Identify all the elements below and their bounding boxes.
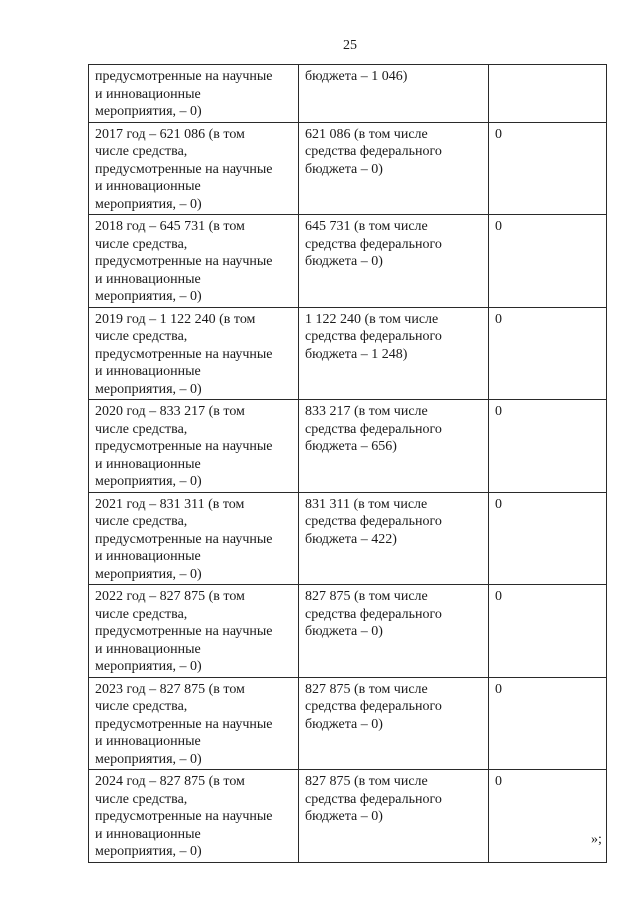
table-row bbox=[89, 307, 607, 400]
table-row bbox=[89, 677, 607, 770]
regional-budget-cell: 827 875 (в том числе средства федерального бюджета – 0) bbox=[299, 770, 489, 863]
extrabudgetary-cell: 0 bbox=[489, 122, 607, 215]
regional-budget-cell: 833 217 (в том числе средства федерального бюджета – 656) bbox=[299, 400, 489, 493]
total-funding-cell: 2024 год – 827 875 (в том числе средства, предусмотренные на научные и инновационные мероприятия, – 0) bbox=[89, 770, 299, 863]
extrabudgetary-cell bbox=[489, 65, 607, 123]
table-row bbox=[89, 65, 607, 123]
extrabudgetary-cell: 0 bbox=[489, 770, 607, 863]
table-row bbox=[89, 122, 607, 215]
regional-budget-cell: бюджета – 1 046) bbox=[299, 65, 489, 123]
page-number: 25 bbox=[343, 38, 357, 53]
table-row bbox=[89, 770, 607, 863]
table-row bbox=[89, 492, 607, 585]
regional-budget-cell: 827 875 (в том числе средства федерального бюджета – 0) bbox=[299, 677, 489, 770]
closing-quote-mark: »; bbox=[591, 832, 602, 847]
regional-budget-cell: 1 122 240 (в том числе средства федерального бюджета – 1 248) bbox=[299, 307, 489, 400]
table-row bbox=[89, 400, 607, 493]
total-funding-cell: 2017 год – 621 086 (в том числе средства, предусмотренные на научные и инновационные мероприятия, – 0) bbox=[89, 122, 299, 215]
regional-budget-cell: 645 731 (в том числе средства федерального бюджета – 0) bbox=[299, 215, 489, 308]
extrabudgetary-cell: 0 bbox=[489, 215, 607, 308]
total-funding-cell: 2021 год – 831 311 (в том числе средства, предусмотренные на научные и инновационные мероприятия, – 0) bbox=[89, 492, 299, 585]
total-funding-cell: 2023 год – 827 875 (в том числе средства, предусмотренные на научные и инновационные мероприятия, – 0) bbox=[89, 677, 299, 770]
table-row bbox=[89, 585, 607, 678]
extrabudgetary-cell: 0 bbox=[489, 585, 607, 678]
regional-budget-cell: 827 875 (в том числе средства федерального бюджета – 0) bbox=[299, 585, 489, 678]
extrabudgetary-cell: 0 bbox=[489, 677, 607, 770]
total-funding-cell: предусмотренные на научные и инновационные мероприятия, – 0) bbox=[89, 65, 299, 123]
extrabudgetary-cell: 0 bbox=[489, 307, 607, 400]
extrabudgetary-cell: 0 bbox=[489, 492, 607, 585]
table-row bbox=[89, 215, 607, 308]
total-funding-cell: 2018 год – 645 731 (в том числе средства, предусмотренные на научные и инновационные мероприятия, – 0) bbox=[89, 215, 299, 308]
extrabudgetary-cell: 0 bbox=[489, 400, 607, 493]
funding-table bbox=[88, 64, 607, 863]
regional-budget-cell: 621 086 (в том числе средства федерального бюджета – 0) bbox=[299, 122, 489, 215]
total-funding-cell: 2020 год – 833 217 (в том числе средства, предусмотренные на научные и инновационные мероприятия, – 0) bbox=[89, 400, 299, 493]
regional-budget-cell: 831 311 (в том числе средства федерального бюджета – 422) bbox=[299, 492, 489, 585]
total-funding-cell: 2022 год – 827 875 (в том числе средства, предусмотренные на научные и инновационные мероприятия, – 0) bbox=[89, 585, 299, 678]
total-funding-cell: 2019 год – 1 122 240 (в том числе средства, предусмотренные на научные и инновационные мероприятия, – 0) bbox=[89, 307, 299, 400]
